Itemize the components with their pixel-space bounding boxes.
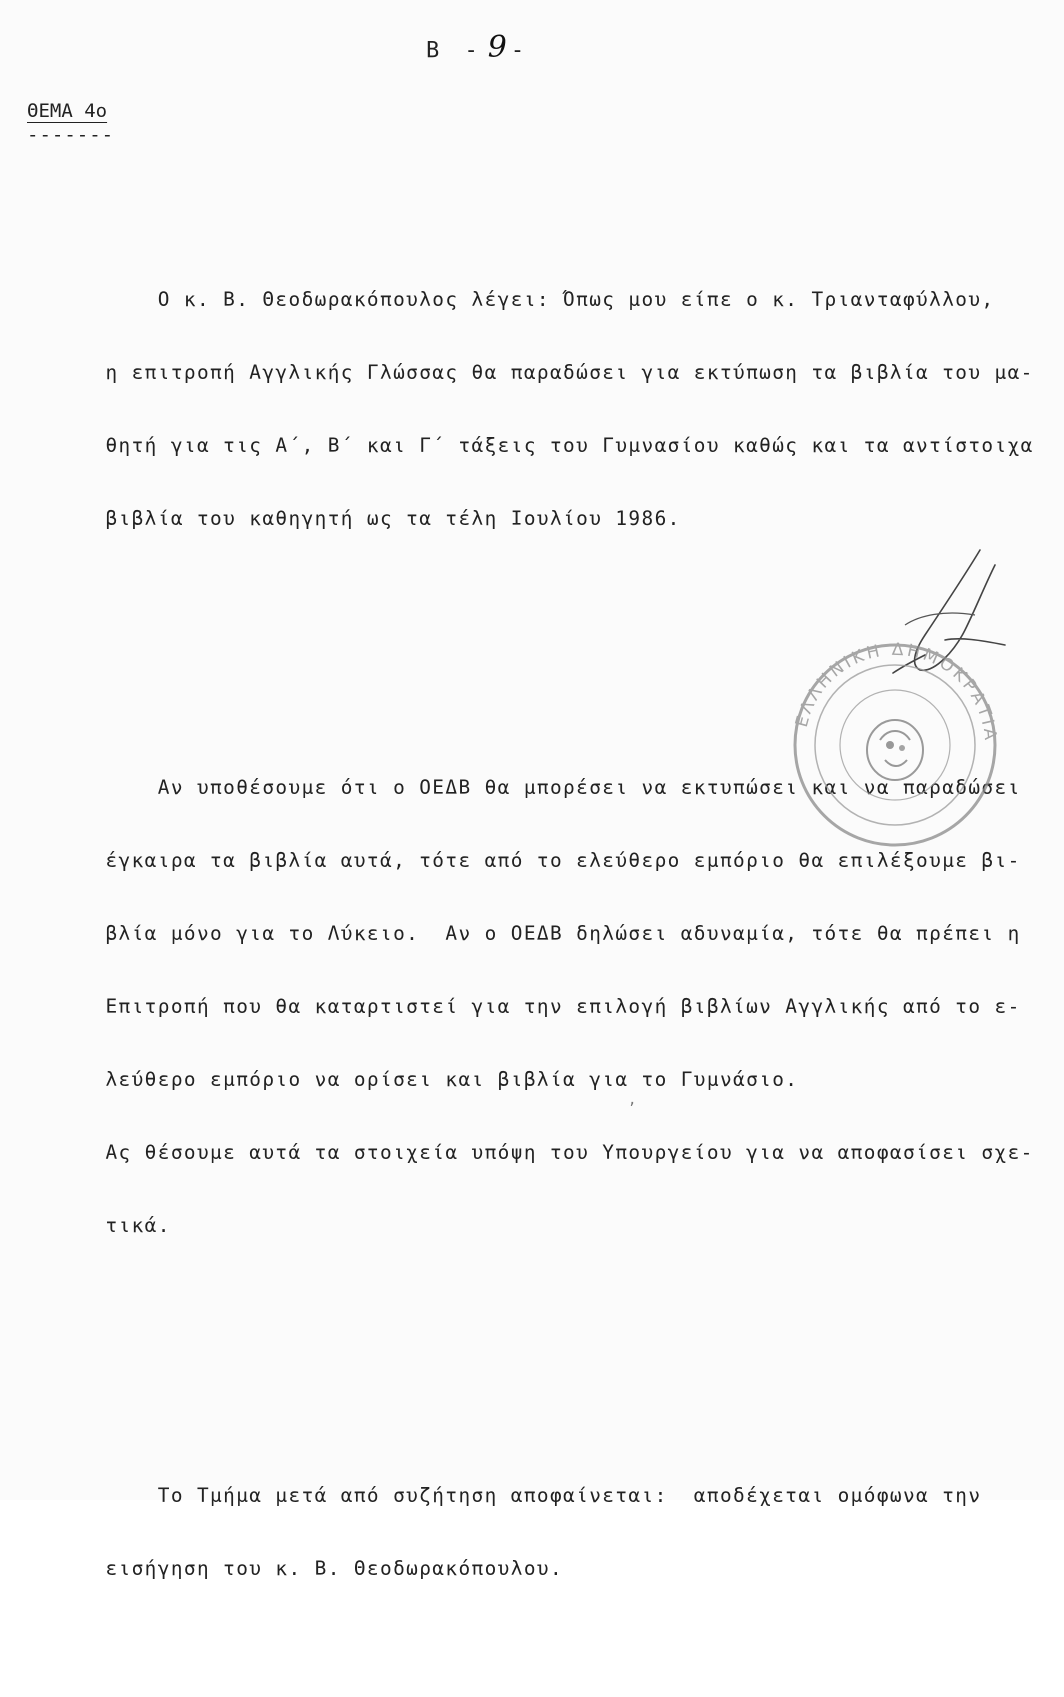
text-line: έγκαιρα τα βιβλία αυτά, τότε από το ελεύθερο εμπόριο θα επιλέξουμε βι-	[105, 849, 1021, 872]
paragraph-3	[27, 1441, 1037, 1624]
page-prefix: Β	[426, 38, 446, 63]
text-line: εισήγηση του κ. Β. Θεοδωρακόπουλου.	[105, 1556, 564, 1580]
text-line: Ας θέσουμε αυτά τα στοιχεία υπόψη του Υπουργείου για να αποφασίσει σχε-	[105, 1141, 1034, 1164]
text-line: Ο κ. Β. Θεοδωρακόπουλος λέγει: Όπως μου είπε ο κ. Τριανταφύλλου,	[105, 287, 995, 311]
text-line: θητή για τις Α΄, Β΄ και Γ΄ τάξεις του Γυμνασίου καθώς και τα αντίστοιχα	[105, 433, 1034, 457]
text-line: η επιτροπή Αγγλικής Γλώσσας θα παραδώσει για εκτύπωση τα βιβλία του μα-	[105, 360, 1034, 384]
page-dash-right: -	[510, 38, 531, 63]
text-line: Το Τμήμα μετά από συζήτηση αποφαίνεται: αποδέχεται ομόφωνα την	[105, 1483, 982, 1507]
document-body	[27, 172, 1037, 1697]
page-dash-left: -	[464, 38, 484, 63]
text-line: τικά.	[105, 1214, 171, 1237]
stamp-text-path: ΕΛΛΗΝΙΚΗ ΔΗΜΟΚΡΑΤΙΑ	[791, 639, 1001, 744]
official-stamp	[780, 630, 1010, 860]
text-line: βλία μόνο για το Λύκειο. Αν ο ΟΕΔΒ δηλώσει αδυναμία, τότε θα πρέπει η	[105, 922, 1021, 945]
text-line: Αν υποθέσουμε ότι ο ΟΕΔΒ θα μπορέσει να εκτυπώσει και να παραδώσει	[105, 776, 1021, 799]
section-title: ΘΕΜΑ 4ο	[27, 100, 108, 122]
text-line: λεύθερο εμπόριο να ορίσει και βιβλία για το Γυμνάσιο.	[105, 1068, 799, 1091]
section-heading	[27, 100, 114, 146]
stamp-text	[792, 640, 1000, 744]
paragraph-1	[27, 245, 1037, 574]
page-number	[426, 30, 530, 65]
text-line: Επιτροπή που θα καταρτιστεί για την επιλογή βιβλίων Αγγλικής από το ε-	[105, 995, 1021, 1018]
page-number-value: 9	[487, 30, 507, 65]
section-underline: -------	[27, 124, 115, 146]
stray-mark: ,	[628, 1092, 637, 1108]
text-line: βιβλία του καθηγητή ως τα τέλη Ιουλίου 1986.	[105, 506, 681, 530]
